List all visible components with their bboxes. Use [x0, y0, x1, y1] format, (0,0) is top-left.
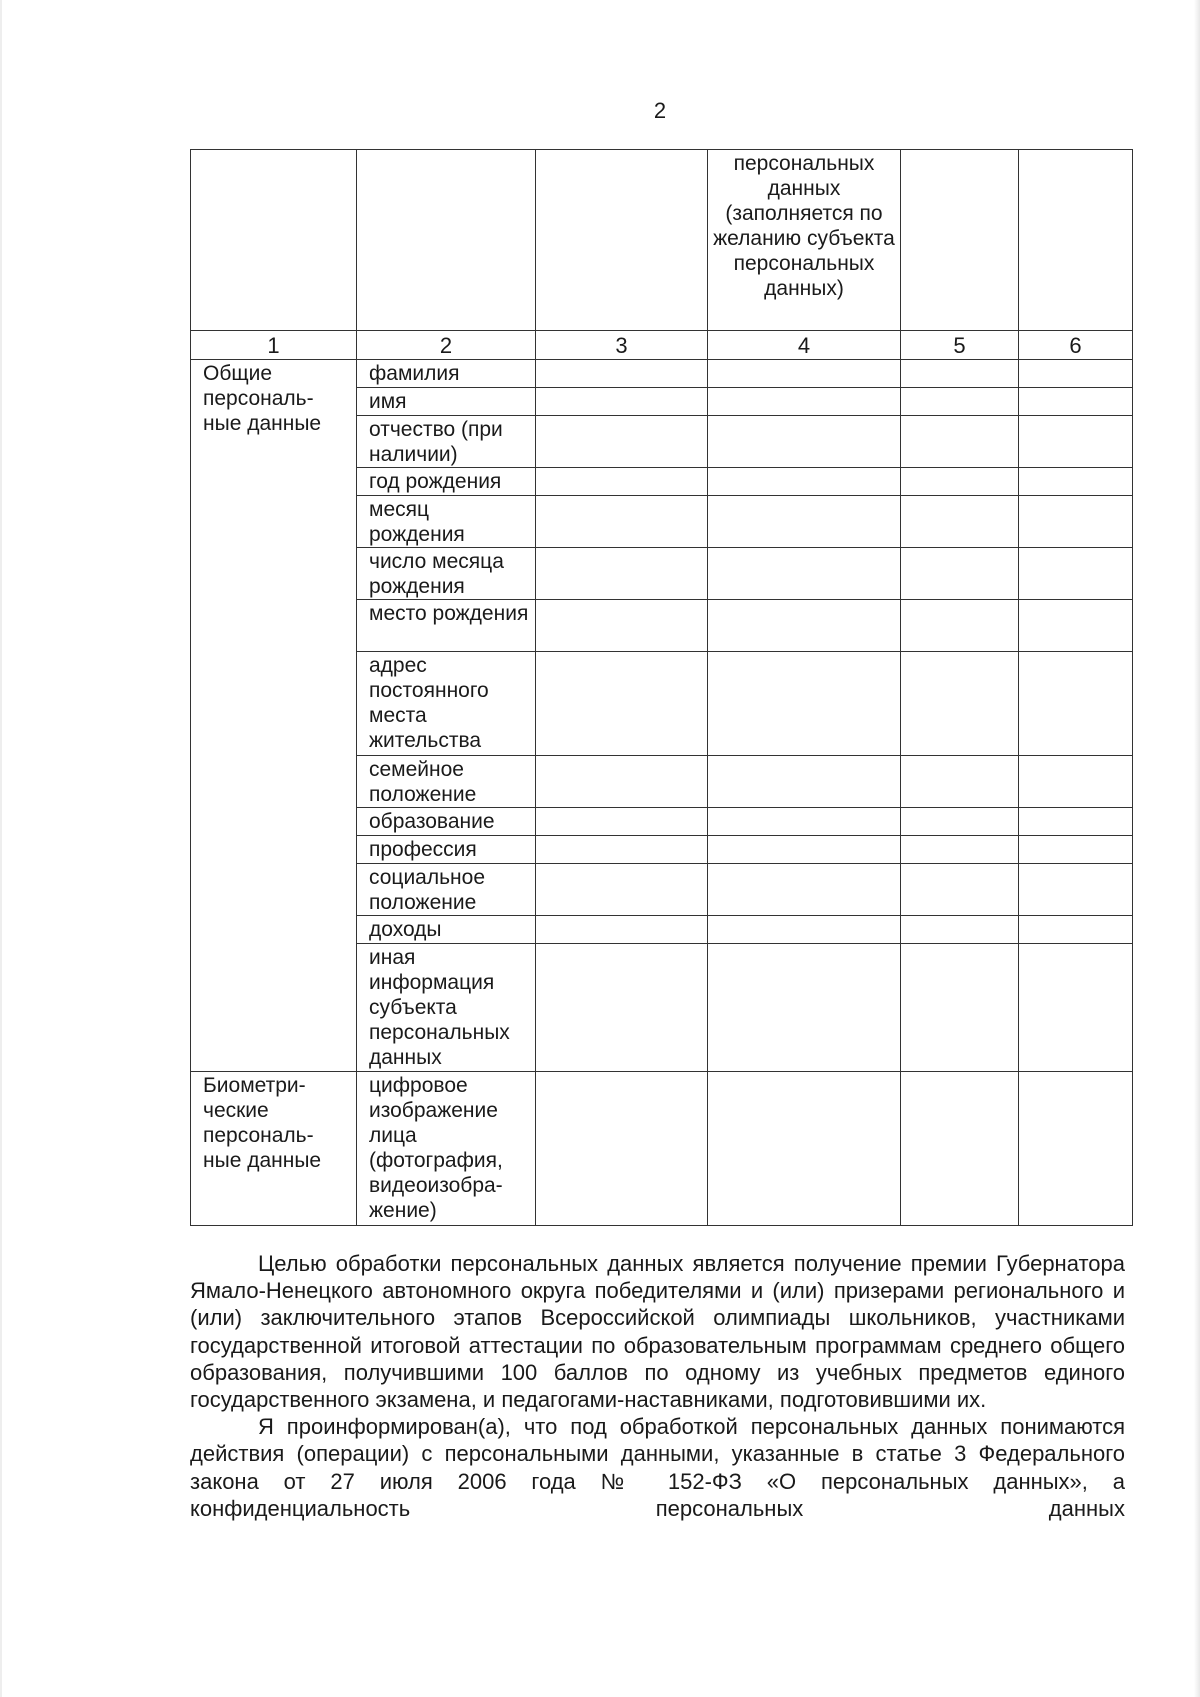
header-consent-text: персональных данных (заполняется по желанию субъекта персональных данных): [713, 152, 895, 300]
column-numbers-row: [191, 331, 1133, 360]
empty-cell-col-5: [901, 836, 1019, 864]
empty-cell-col-3: [536, 864, 708, 916]
empty-cell-col-4: [708, 416, 901, 468]
paragraph-informed: Я проинформирован(а), что под обработкой персональных данных понимаются действия (операции) с персональными данными, указанные в статье 3 Федерального закона от 27 июля 2006 года № 152-ФЗ «О персональных данных», а конфиденциальность персональных данных: [190, 1414, 1125, 1521]
column-number-1: 1: [191, 331, 357, 360]
empty-cell-col-6: [1019, 756, 1133, 808]
column-number-3: 3: [536, 331, 708, 360]
group-label-general: Общие персональ-ные данные: [191, 360, 357, 1072]
empty-cell-col-4: [708, 916, 901, 944]
page-number-wrap: [0, 98, 1200, 124]
empty-cell-col-3: [536, 360, 708, 388]
data-category-label: цифровое изображение лица (фотография, видеоизобра-жение): [357, 1072, 536, 1226]
table-row: [191, 1072, 1133, 1226]
empty-cell-col-5: [901, 652, 1019, 756]
empty-cell-col-4: [708, 756, 901, 808]
data-category-label: семейное положение: [357, 756, 536, 808]
empty-cell-col-4: [708, 652, 901, 756]
header-cell-3: [536, 150, 708, 331]
data-category-label: иная информация субъекта персональных данных: [357, 944, 536, 1072]
data-category-label: образование: [357, 808, 536, 836]
empty-cell-col-6: [1019, 652, 1133, 756]
data-category-label: отчество (при наличии): [357, 416, 536, 468]
scan-edge-right: [1194, 0, 1200, 1697]
empty-cell-col-3: [536, 600, 708, 652]
empty-cell-col-4: [708, 600, 901, 652]
scan-edge-left: [0, 0, 2, 1697]
empty-cell-col-4: [708, 864, 901, 916]
empty-cell-col-6: [1019, 864, 1133, 916]
empty-cell-col-6: [1019, 944, 1133, 1072]
group-label-biometric: Биометри-ческие персональ-ные данные: [191, 1072, 357, 1226]
empty-cell-col-5: [901, 1072, 1019, 1226]
empty-cell-col-6: [1019, 416, 1133, 468]
empty-cell-col-6: [1019, 388, 1133, 416]
page-number: 2: [653, 98, 667, 123]
empty-cell-col-3: [536, 496, 708, 548]
header-cell-5: [901, 150, 1019, 331]
empty-cell-col-5: [901, 864, 1019, 916]
empty-cell-col-5: [901, 600, 1019, 652]
empty-cell-col-6: [1019, 496, 1133, 548]
empty-cell-col-3: [536, 916, 708, 944]
empty-cell-col-3: [536, 388, 708, 416]
empty-cell-col-5: [901, 548, 1019, 600]
personal-data-table: [190, 149, 1133, 1226]
empty-cell-col-5: [901, 416, 1019, 468]
header-cell-2: [357, 150, 536, 331]
data-category-label: профессия: [357, 836, 536, 864]
empty-cell-col-3: [536, 944, 708, 1072]
table-header-continuation-row: [191, 150, 1133, 331]
empty-cell-col-6: [1019, 836, 1133, 864]
empty-cell-col-5: [901, 360, 1019, 388]
data-category-label: фамилия: [357, 360, 536, 388]
data-category-label: адрес постоянного места жительства: [357, 652, 536, 756]
column-number-5: 5: [901, 331, 1019, 360]
data-category-label: год рождения: [357, 468, 536, 496]
empty-cell-col-4: [708, 944, 901, 1072]
data-category-label: месяц рождения: [357, 496, 536, 548]
data-category-label: социальное положение: [357, 864, 536, 916]
empty-cell-col-6: [1019, 1072, 1133, 1226]
empty-cell-col-3: [536, 416, 708, 468]
empty-cell-col-5: [901, 916, 1019, 944]
data-category-label: доходы: [357, 916, 536, 944]
empty-cell-col-4: [708, 360, 901, 388]
empty-cell-col-3: [536, 652, 708, 756]
data-category-label: место рождения: [357, 600, 536, 652]
empty-cell-col-6: [1019, 360, 1133, 388]
empty-cell-col-5: [901, 944, 1019, 1072]
empty-cell-col-3: [536, 468, 708, 496]
table-row: [191, 360, 1133, 388]
empty-cell-col-5: [901, 468, 1019, 496]
header-cell-4: [708, 150, 901, 331]
header-cell-1: [191, 150, 357, 331]
data-category-label: имя: [357, 388, 536, 416]
empty-cell-col-4: [708, 548, 901, 600]
empty-cell-col-5: [901, 808, 1019, 836]
empty-cell-col-6: [1019, 600, 1133, 652]
empty-cell-col-4: [708, 496, 901, 548]
empty-cell-col-6: [1019, 468, 1133, 496]
column-number-6: 6: [1019, 331, 1133, 360]
empty-cell-col-6: [1019, 808, 1133, 836]
column-number-2: 2: [357, 331, 536, 360]
header-cell-6: [1019, 150, 1133, 331]
body-text: [190, 1250, 1125, 1522]
empty-cell-col-5: [901, 388, 1019, 416]
data-category-label: число месяца рождения: [357, 548, 536, 600]
paragraph-purpose: Целью обработки персональных данных является получение премии Губернатора Ямало-Ненецкого автономного округа победителями и (или) призерами регионального и (или) заключительного этапов Всероссийской олимпиады школьников, участниками государственной итоговой аттестации по образовательным программам среднего общего образования, получившими 100 баллов по одному из учебных предметов единого государственного экзамена, и педагогами-наставниками, подготовившими их.: [190, 1251, 1125, 1413]
column-number-4: 4: [708, 331, 901, 360]
empty-cell-col-6: [1019, 548, 1133, 600]
empty-cell-col-4: [708, 468, 901, 496]
empty-cell-col-4: [708, 1072, 901, 1226]
empty-cell-col-3: [536, 756, 708, 808]
empty-cell-col-5: [901, 496, 1019, 548]
empty-cell-col-4: [708, 808, 901, 836]
empty-cell-col-6: [1019, 916, 1133, 944]
empty-cell-col-5: [901, 756, 1019, 808]
empty-cell-col-3: [536, 1072, 708, 1226]
empty-cell-col-4: [708, 388, 901, 416]
empty-cell-col-3: [536, 808, 708, 836]
empty-cell-col-3: [536, 548, 708, 600]
empty-cell-col-4: [708, 836, 901, 864]
empty-cell-col-3: [536, 836, 708, 864]
